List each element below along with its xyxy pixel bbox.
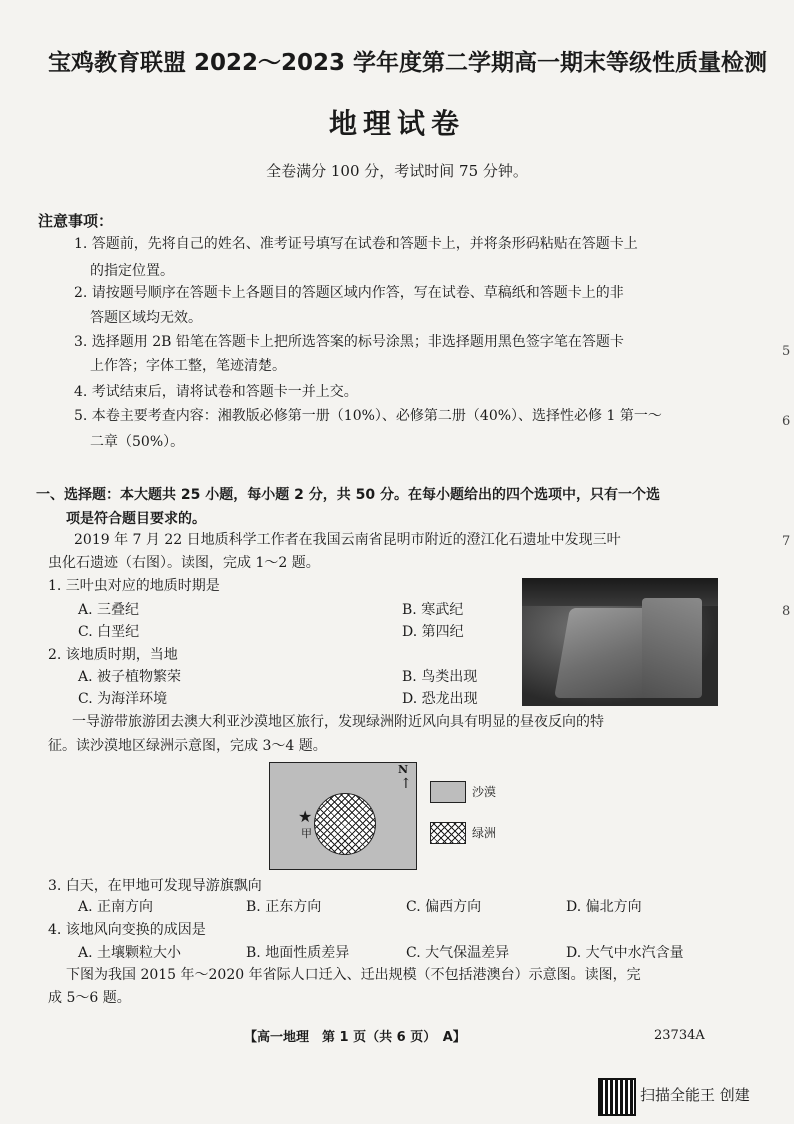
question-4-stem: 4. 该地风向变换的成因是 [48,922,206,938]
intro-text: 征。读沙漠地区绿洲示意图，完成 3～4 题。 [48,738,327,754]
q4-option-b: B. 地面性质差异 [246,945,350,961]
q3-option-b: B. 正东方向 [246,899,322,915]
note-line: 答题区域均无效。 [90,310,202,326]
margin-mark: 8 [782,604,791,619]
question-1-stem: 1. 三叶虫对应的地质时期是 [48,578,220,594]
legend-oasis-label: 绿洲 [472,826,497,840]
note-line: 1. 答题前，先将自己的姓名、准考证号填写在试卷和答题卡上，并将条形码粘贴在答题卡上 [74,236,638,252]
q1-option-b: B. 寒武纪 [402,602,464,618]
north-arrow-icon: ↑ [400,776,412,792]
q3-option-d: D. 偏北方向 [566,899,642,915]
page-footer: 【高一地理 第 1 页（共 6 页） A】 [244,1030,466,1045]
margin-mark: 5 [782,344,791,359]
qr-code-icon [598,1078,636,1116]
question-3-stem: 3. 白天，在甲地可发现导游旗飘向 [48,878,262,894]
q2-option-a: A. 被子植物繁荣 [78,669,182,685]
star-icon: ★ [298,807,313,826]
note-line: 5. 本卷主要考查内容：湘教版必修第一册（10%）、必修第二册（40%）、选择性必修 1 第一～ [74,408,662,424]
exam-info: 全卷满分 100 分，考试时间 75 分钟。 [266,162,528,180]
note-line: 的指定位置。 [90,263,174,279]
oasis-circle [314,793,376,855]
legend-desert-swatch [430,781,466,803]
note-line: 上作答；字体工整，笔迹清楚。 [90,358,286,374]
notes-heading: 注意事项： [38,212,114,230]
intro-text: 2019 年 7 月 22 日地质科学工作者在我国云南省昆明市附近的澄江化石遗址中发现三叶 [74,532,621,548]
q3-option-a: A. 正南方向 [78,899,154,915]
note-line: 2. 请按题号顺序在答题卡上各题目的答题区域内作答，写在试卷、草稿纸和答题卡上的非 [74,285,624,301]
q2-option-b: B. 鸟类出现 [402,669,478,685]
exam-header-title: 宝鸡教育联盟 2022～2023 学年度第二学期高一期末等级性质量检测 [48,50,768,76]
intro-text: 成 5～6 题。 [48,990,131,1006]
margin-mark: 6 [782,414,791,429]
q3-option-c: C. 偏西方向 [406,899,482,915]
question-2-stem: 2. 该地质时期，当地 [48,647,178,663]
scanner-watermark: 扫描全能王 创建 [640,1086,750,1104]
point-jia-label: 甲 [301,827,312,840]
q1-option-a: A. 三叠纪 [78,602,140,618]
q4-option-a: A. 土壤颗粒大小 [78,945,182,961]
oasis-map [269,762,417,870]
q1-option-c: C. 白垩纪 [78,624,140,640]
legend-desert-label: 沙漠 [472,785,497,799]
legend-oasis-swatch [430,822,466,844]
q4-option-d: D. 大气中水汽含量 [566,945,684,961]
intro-text: 一导游带旅游团去澳大利亚沙漠地区旅行，发现绿洲附近风向具有明显的昼夜反向的特 [72,714,604,730]
trilobite-fossil-photo [522,578,718,706]
q1-option-d: D. 第四纪 [402,624,464,640]
intro-text: 下图为我国 2015 年～2020 年省际人口迁入、迁出规模（不包括港澳台）示意图。读图，完 [66,967,641,983]
note-line: 4. 考试结束后，请将试卷和答题卡一并上交。 [74,384,358,400]
q2-option-d: D. 恐龙出现 [402,691,478,707]
section-heading-cont: 项是符合题目要求的。 [66,511,206,527]
margin-mark: 7 [782,534,791,549]
subject-title: 地理试卷 [328,107,465,140]
north-label: N [398,763,409,776]
q2-option-c: C. 为海洋环境 [78,691,168,707]
section-heading: 一、选择题：本大题共 25 小题，每小题 2 分，共 50 分。在每小题给出的四个选项中，只有一个选 [36,487,660,503]
note-line: 3. 选择题用 2B 铅笔在答题卡上把所选答案的标号涂黑；非选择题用黑色签字笔在答题卡 [74,334,624,350]
paper-code: 23734A [654,1028,705,1043]
note-line: 二章（50%）。 [90,434,185,450]
intro-text: 虫化石遗迹（右图）。读图，完成 1～2 题。 [48,555,320,571]
q4-option-c: C. 大气保温差异 [406,945,510,961]
